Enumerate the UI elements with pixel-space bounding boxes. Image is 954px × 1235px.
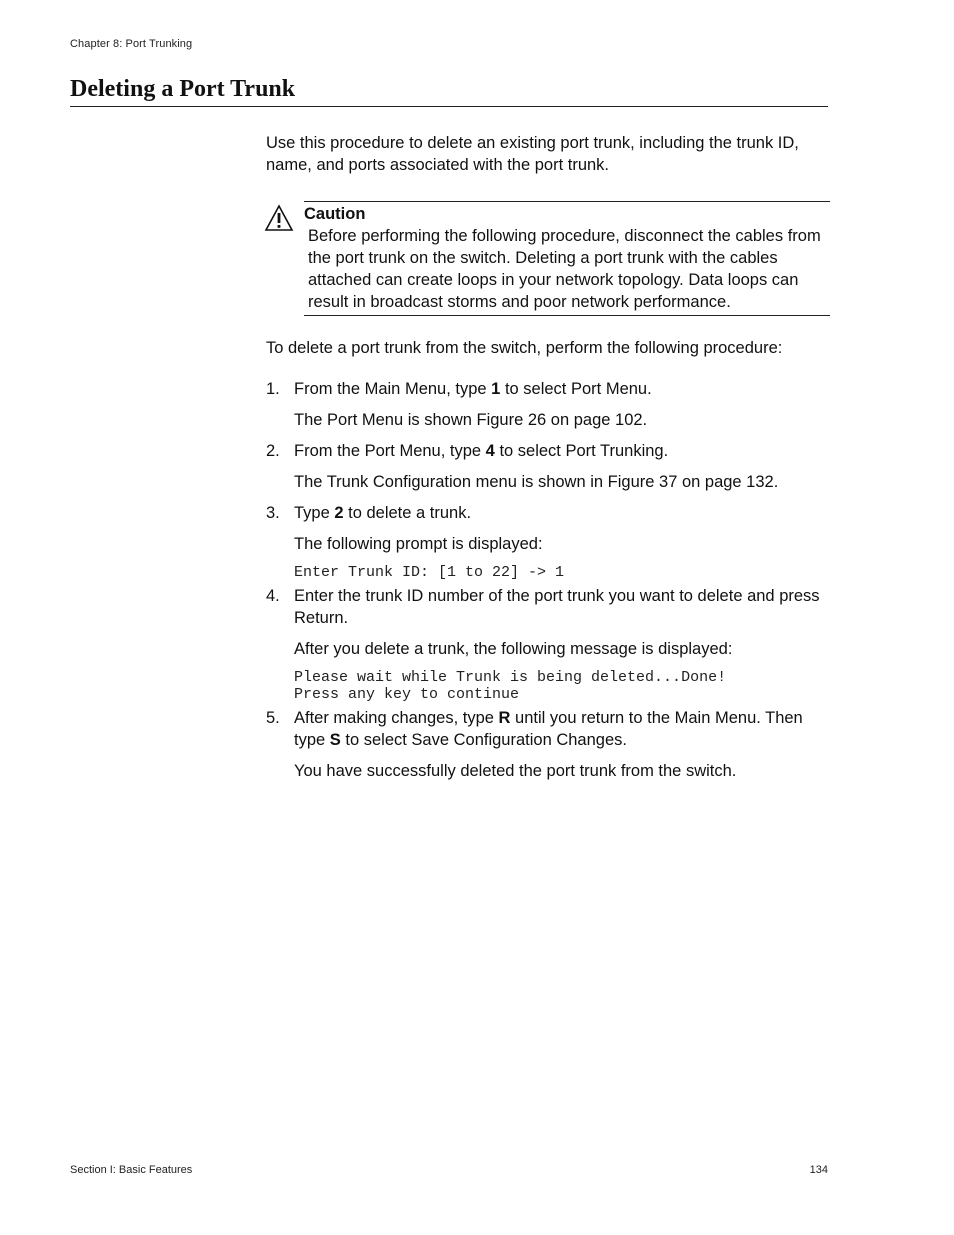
running-header: Chapter 8: Port Trunking [70,38,193,50]
procedure-lead: To delete a port trunk from the switch, perform the following procedure: [266,339,783,357]
caution-box [304,201,830,316]
step-key: 1 [491,380,501,398]
step-result: The Port Menu is shown Figure 26 on page 102. [294,411,648,429]
step-text [294,440,830,462]
code-prompt: Enter Trunk ID: [1 to 22] -> 1 [294,564,565,581]
step-number: 4. [266,587,280,605]
code-line: Press any key to continue [294,686,520,703]
step-text-part: until you return to the Main Menu. Then type [294,709,803,749]
caution-body: Before performing the following procedure, disconnect the cables from the port trunk on the switch. Deleting a port trunk with the cables attached can create loops in your network topology. Data loops can result in broadcast storms and poor network performance. [308,227,821,311]
step-text-part: to delete a trunk. [343,504,472,522]
step-text [294,378,830,400]
step-text: Enter the trunk ID number of the port trunk you want to delete and press Return. [294,587,820,627]
page-number: 134 [809,1164,828,1176]
code-line: Please wait while Trunk is being deleted...Done! [294,669,727,686]
step-number: 2. [266,442,280,460]
step-3 [266,502,830,581]
step-spacer [266,431,830,440]
code-message [294,669,830,703]
step-4 [266,585,830,703]
step-key: R [498,709,511,727]
step-result: You have successfully deleted the port trunk from the switch. [294,762,737,780]
intro-paragraph: Use this procedure to delete an existing port trunk, including the trunk ID, name, and ports associated with the port trunk. [266,134,799,174]
step-text-part: After making changes, type [294,709,499,727]
step-5 [266,707,830,782]
step-result: After you delete a trunk, the following message is displayed: [294,640,733,658]
step-text-part: to select Port Menu. [500,380,652,398]
step-spacer [266,493,830,502]
step-text-part: From the Main Menu, type [294,380,492,398]
warning-triangle-icon [264,204,294,232]
procedure-steps [266,378,830,782]
step-text [294,502,830,524]
step-text-part: From the Port Menu, type [294,442,486,460]
step-1 [266,378,830,431]
step-number: 5. [266,709,280,727]
footer-section: Section I: Basic Features [70,1164,193,1176]
step-number: 3. [266,504,280,522]
step-2 [266,440,830,493]
step-text-part: Type [294,504,335,522]
step-key: 2 [334,504,344,522]
caution-title: Caution [304,205,366,223]
page-title: Deleting a Port Trunk [70,76,828,107]
step-text-part: to select Save Configuration Changes. [340,731,627,749]
step-text [294,707,830,751]
step-key: 4 [485,442,495,460]
step-result: The Trunk Configuration menu is shown in Figure 37 on page 132. [294,473,779,491]
step-result: The following prompt is displayed: [294,535,543,553]
step-key: S [329,731,341,749]
step-text-part: to select Port Trunking. [494,442,669,460]
main-content [266,132,830,782]
step-number: 1. [266,380,280,398]
